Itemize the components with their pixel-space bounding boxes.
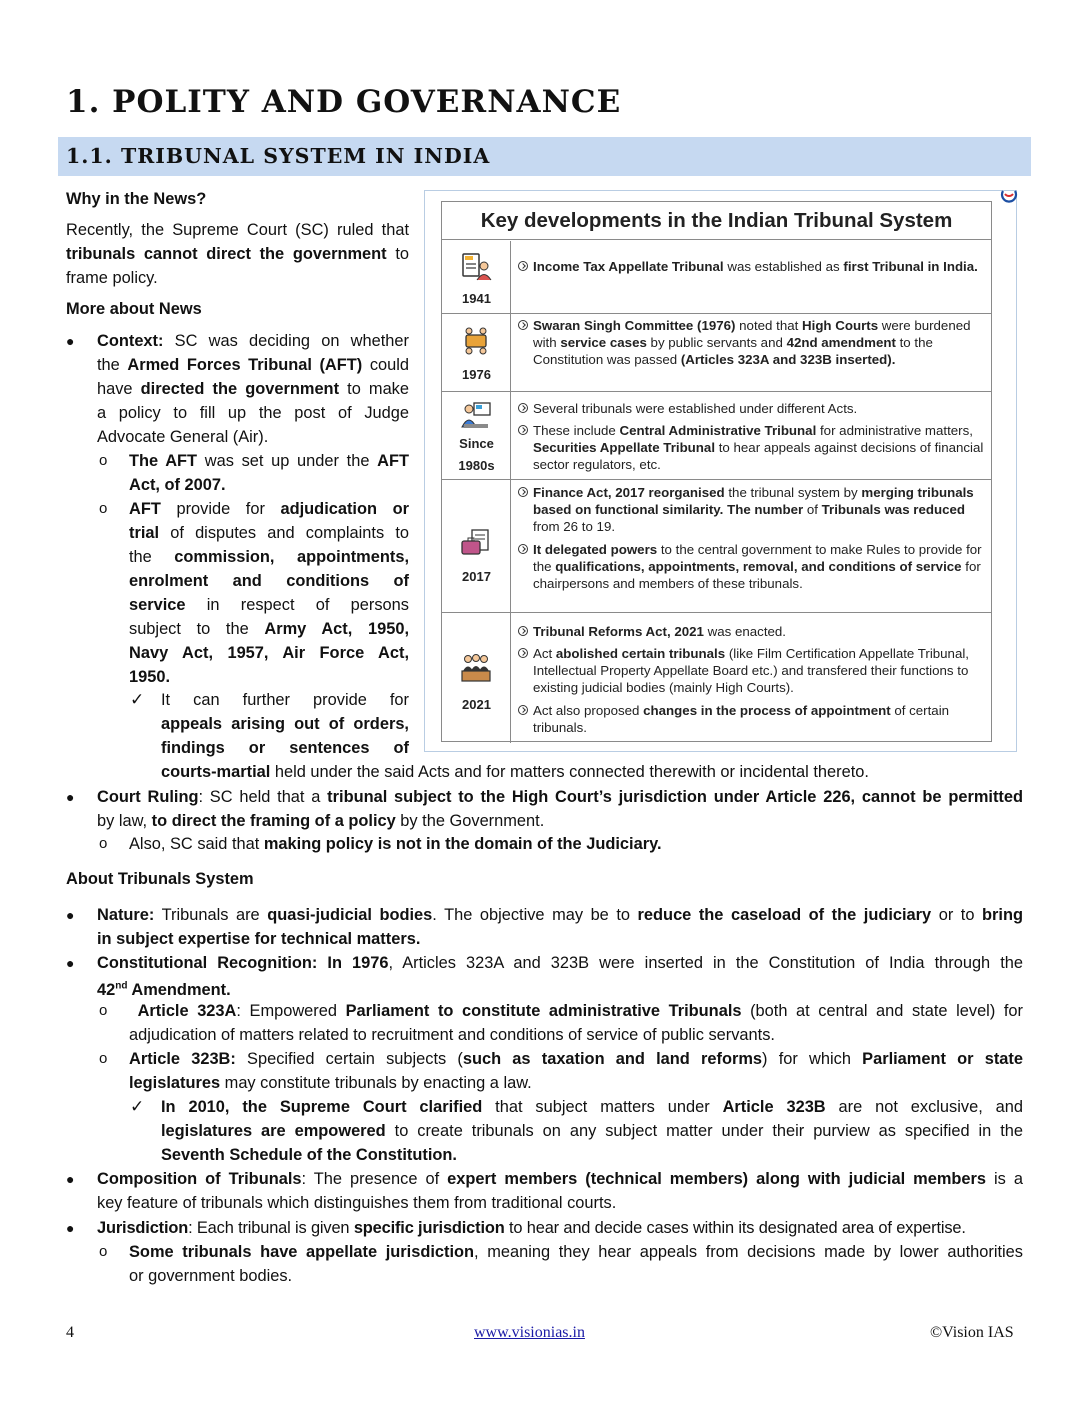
year-cell	[442, 241, 511, 313]
arrow-circle-icon	[518, 425, 528, 435]
arrow-circle-icon	[518, 648, 528, 658]
year-cell	[442, 392, 511, 479]
arrow-circle-icon	[518, 403, 528, 413]
footer-link-container	[474, 1324, 585, 1342]
year-label: 1941	[462, 291, 491, 306]
year-label: 2021	[462, 697, 491, 712]
arrow-circle-icon	[518, 626, 528, 636]
aft-setup-item: The AFT was set up under the AFT Act, of 2007.	[129, 452, 409, 494]
development-item: Act also proposed changes in the process of appointment of certain tribunals.	[518, 702, 990, 736]
more-news-heading: More about News	[66, 300, 202, 318]
infographic-frame	[441, 201, 992, 742]
judges-panel-icon	[460, 653, 492, 683]
checkmark-icon: ✓	[130, 690, 145, 709]
tax-document-icon	[460, 251, 492, 281]
development-item: Tribunal Reforms Act, 2021 was enacted.	[518, 623, 990, 640]
article-323a-item: Article 323A: Empowered Parliament to constitute administrative Tribunals (both at central and state level) for adjudication of matters related to recruitment and conditions of service of public servants.	[129, 1002, 1023, 1044]
circle-bullet-icon: o	[99, 1002, 108, 1019]
arrow-circle-icon	[518, 544, 528, 554]
appeals-item: It can further provide for appeals arising out of orders, findings or sentences of	[161, 691, 409, 757]
composition-bullet: Composition of Tribunals: The presence of expert members (technical members) along with judicial members is a key feature of tribunals which distinguishes them from traditional courts.	[97, 1170, 1024, 1212]
circle-bullet-icon: o	[99, 452, 108, 469]
year-cell	[442, 613, 511, 743]
timeline-row-2017	[442, 480, 991, 613]
page-heading: 1. POLITY AND GOVERNANCE	[66, 84, 622, 120]
sc-2010-item: In 2010, the Supreme Court clarified that subject matters under Article 323B are not exclusive, and legislatures are empowered to create tribunals on any subject matter under their purview as specified in the Seventh Schedule of the Constitution.	[161, 1098, 1024, 1164]
bullet-icon: ●	[66, 955, 75, 971]
arrow-circle-icon	[518, 261, 528, 271]
nature-bullet: Nature: Tribunals are quasi-judicial bodies. The objective may be to reduce the caseload of the judiciary or to bring in subject expertise for technical matters.	[97, 906, 1023, 948]
key-developments-infographic	[424, 190, 1017, 752]
development-item: Finance Act, 2017 reorganised the tribunal system by merging tribunals based on functional similarity. The number of Tribunals was reduced from 26 to 19.	[518, 484, 990, 535]
year-cell	[442, 480, 511, 612]
year-label: 1976	[462, 367, 491, 382]
circle-bullet-icon: o	[99, 500, 108, 517]
text-line: tribunals cannot direct the government to	[66, 245, 409, 263]
year-cell	[442, 314, 511, 391]
text-line: Recently, the Supreme Court (SC) ruled that	[66, 221, 409, 239]
page-number: 4	[66, 1324, 74, 1341]
vision-logo-icon	[1000, 187, 1018, 205]
arrow-circle-icon	[518, 320, 528, 330]
year-label: Since	[459, 436, 494, 451]
bullet-icon: ●	[66, 1220, 75, 1236]
committee-people-icon	[460, 326, 492, 356]
circle-bullet-icon: o	[99, 1050, 108, 1067]
development-item: Act abolished certain tribunals (like Film Certification Appellate Tribunal, Intellectual Property Appellate Board etc.) and transfered their functions to existing judicial bodies (mainly High Courts).	[518, 645, 990, 696]
development-item: Income Tax Appellate Tribunal was established as first Tribunal in India.	[518, 258, 990, 275]
why-news-paragraph	[66, 218, 409, 290]
section-heading: 1.1. TRIBUNAL SYSTEM IN INDIA	[66, 144, 491, 168]
timeline-row-2021	[442, 613, 991, 743]
development-item: These include Central Administrative Tribunal for administrative matters, Securities Appellate Tribunal to hear appeals against decisions of financial sector regulators, etc.	[518, 422, 990, 473]
appeals-item-continued: courts-martial held under the said Acts and for matters connected therewith or incidental thereto.	[161, 763, 869, 781]
appellate-jurisdiction-item: Some tribunals have appellate jurisdiction, meaning they hear appeals from decisions made by lower authorities or government bodies.	[129, 1243, 1023, 1285]
bullet-icon: ●	[66, 789, 75, 805]
bullet-icon: ●	[66, 1171, 75, 1187]
timeline-row-1976	[442, 314, 991, 392]
briefcase-document-icon	[460, 528, 492, 558]
circle-bullet-icon: o	[99, 835, 108, 852]
constitutional-recognition-bullet: Constitutional Recognition: In 1976, Articles 323A and 323B were inserted in the Constitution of India through the 42nd Amendment.	[97, 954, 1024, 1000]
text-line: frame policy.	[66, 269, 158, 287]
checkmark-icon: ✓	[130, 1097, 145, 1116]
development-item: Swaran Singh Committee (1976) noted that High Courts were burdened with service cases by public servants and 42nd amendment to the Constitution was passed (Articles 323A and 323B inserted).	[518, 317, 990, 368]
visionias-link[interactable]: www.visionias.in	[474, 1324, 585, 1341]
aft-adjudication-item: AFT provide for adjudication or trial of disputes and complaints to the commission, appointments, enrolment and conditions of service in respect of persons subject to the Army Act, 1950, Navy Act, 1957, Air Force Act, 1950.	[129, 500, 409, 686]
arrow-circle-icon	[518, 487, 528, 497]
court-ruling-bullet: Court Ruling: SC held that a tribunal subject to the High Court’s jurisdiction under Article 226, cannot be permitted by law, to direct the framing of a policy by the Government.	[97, 788, 1023, 830]
circle-bullet-icon: o	[99, 1243, 108, 1260]
timeline-row-1980s	[442, 392, 991, 480]
about-tribunals-heading: About Tribunals System	[66, 870, 254, 888]
context-bullet: Context: SC was deciding on whether the Armed Forces Tribunal (AFT) could have directed the government to make a policy to fill up the post of Judge Advocate General (Air).	[97, 332, 409, 446]
policy-domain-item: Also, SC said that making policy is not in the domain of the Judiciary.	[129, 835, 662, 853]
presenter-icon	[460, 400, 492, 430]
arrow-circle-icon	[518, 705, 528, 715]
copyright: ©Vision IAS	[930, 1324, 1014, 1341]
development-item: Several tribunals were established under different Acts.	[518, 400, 990, 417]
jurisdiction-bullet: Jurisdiction: Each tribunal is given specific jurisdiction to hear and decide cases within its designated area of expertise.	[97, 1219, 966, 1237]
why-news-heading: Why in the News?	[66, 190, 207, 208]
development-item: It delegated powers to the central government to make Rules to provide for the qualifications, appointments, removal, and conditions of service for chairpersons and members of these tribunals.	[518, 541, 990, 592]
bullet-icon: ●	[66, 333, 75, 349]
article-323b-item: Article 323B: Specified certain subjects (such as taxation and land reforms) for which Parliament or state legislatures may constitute tribunals by enacting a law.	[129, 1050, 1023, 1092]
timeline-row-1941	[442, 241, 991, 314]
bullet-icon: ●	[66, 907, 75, 923]
year-label: 1980s	[458, 458, 495, 473]
year-label: 2017	[462, 569, 491, 584]
infographic-title: Key developments in the Indian Tribunal System	[442, 202, 991, 240]
